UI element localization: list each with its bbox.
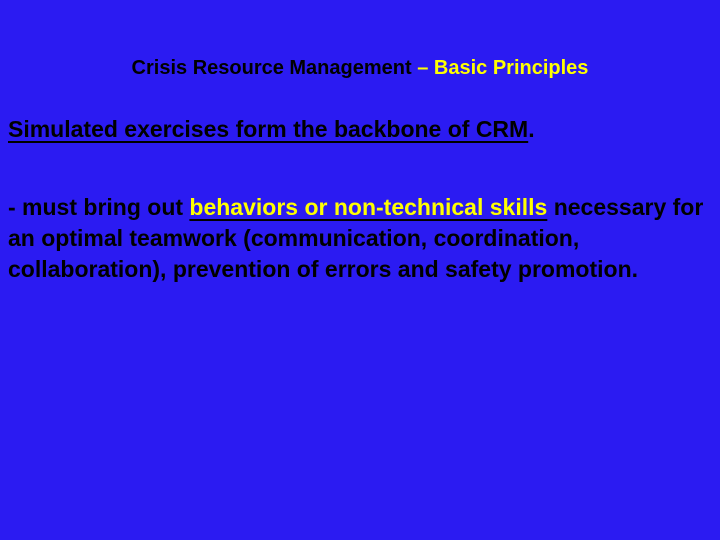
headline-underlined-text: Simulated exercises form the backbone of CRM	[8, 116, 529, 142]
slide-title	[0, 55, 720, 81]
headline	[8, 114, 535, 144]
title-separator: –	[411, 57, 434, 79]
body-paragraph	[8, 192, 714, 285]
body-rest: necessary for an optimal teamwork (communication, coordination, collaboration), prevention of errors and safety promotion.	[8, 194, 704, 282]
title-accent: Basic Principles	[433, 57, 589, 79]
headline-end: .	[528, 116, 535, 142]
body-lead: - must bring out	[8, 194, 190, 220]
title-main: Crisis Resource Management	[131, 57, 412, 79]
body-highlight: behaviors or non-technical skills	[189, 194, 548, 220]
